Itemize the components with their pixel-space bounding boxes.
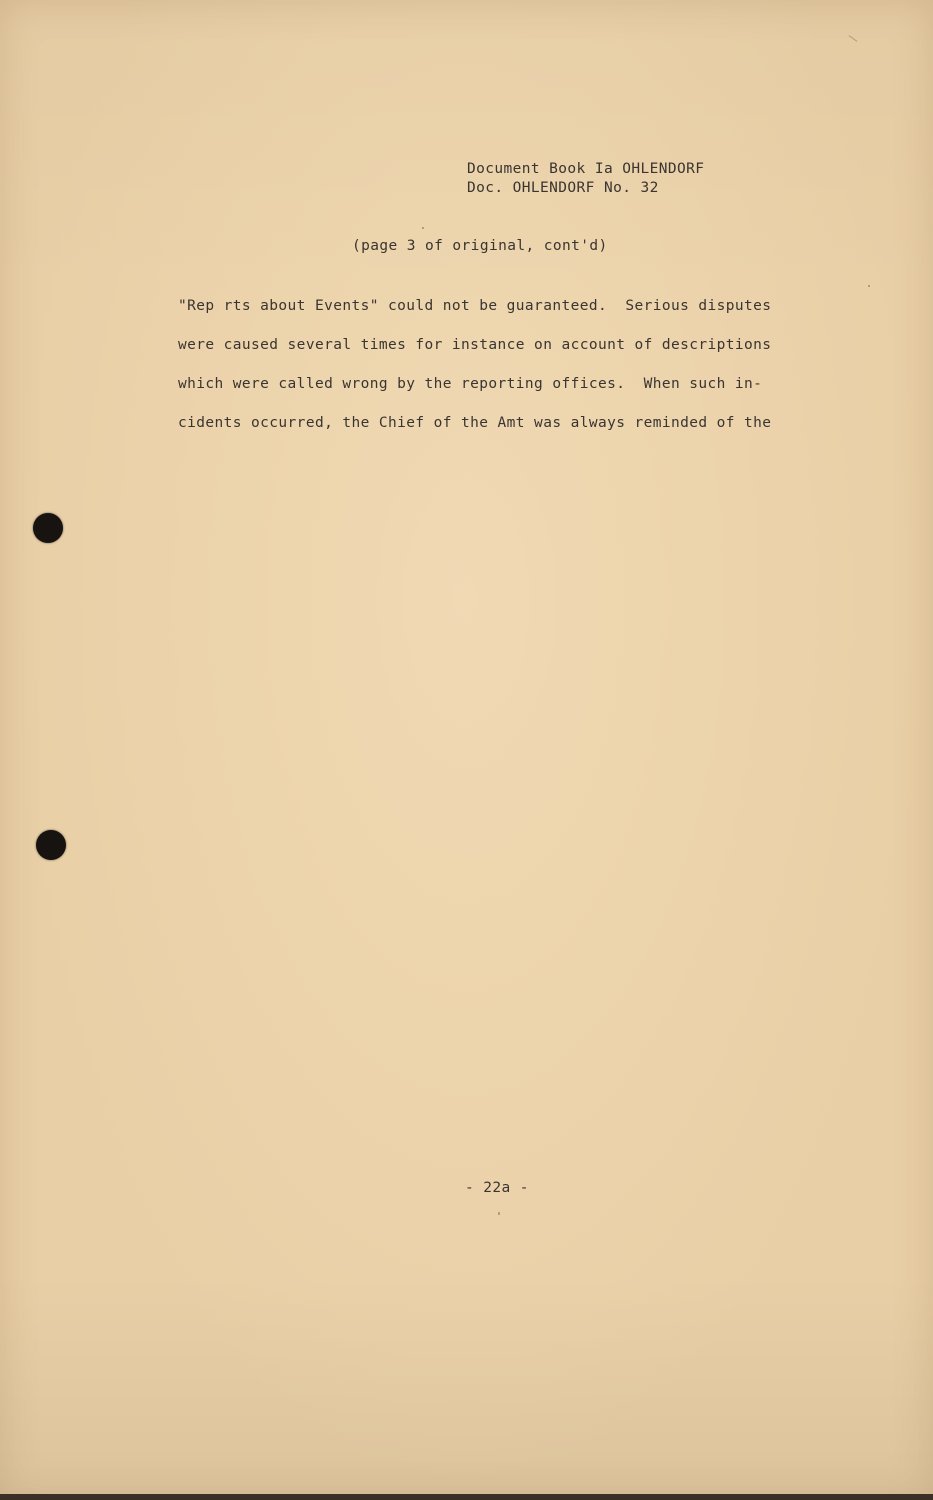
paper-speck <box>498 1212 500 1215</box>
body-line-3: which were called wrong by the reporting offices. When such in- <box>178 376 763 392</box>
body-line-2: were caused several times for instance on account of descriptions <box>178 337 772 353</box>
page-bottom-edge <box>0 1494 933 1500</box>
punch-hole-upper <box>33 513 63 543</box>
paper-speck <box>849 35 858 42</box>
document-number-line: Doc. OHLENDORF No. 32 <box>467 180 659 196</box>
body-paragraph <box>178 295 818 451</box>
paper-speck <box>422 227 424 229</box>
paper-speck <box>868 285 870 287</box>
document-header <box>467 160 704 198</box>
punch-hole-lower <box>36 830 66 860</box>
body-line-4: cidents occurred, the Chief of the Amt was always reminded of the <box>178 415 772 431</box>
body-line-1: "Rep rts about Events" could not be guaranteed. Serious disputes <box>178 298 772 314</box>
document-book-line: Document Book Ia OHLENDORF <box>467 161 705 177</box>
page-number: - 22a - <box>465 1180 529 1196</box>
page-continuation-note: (page 3 of original, cont'd) <box>352 238 608 254</box>
